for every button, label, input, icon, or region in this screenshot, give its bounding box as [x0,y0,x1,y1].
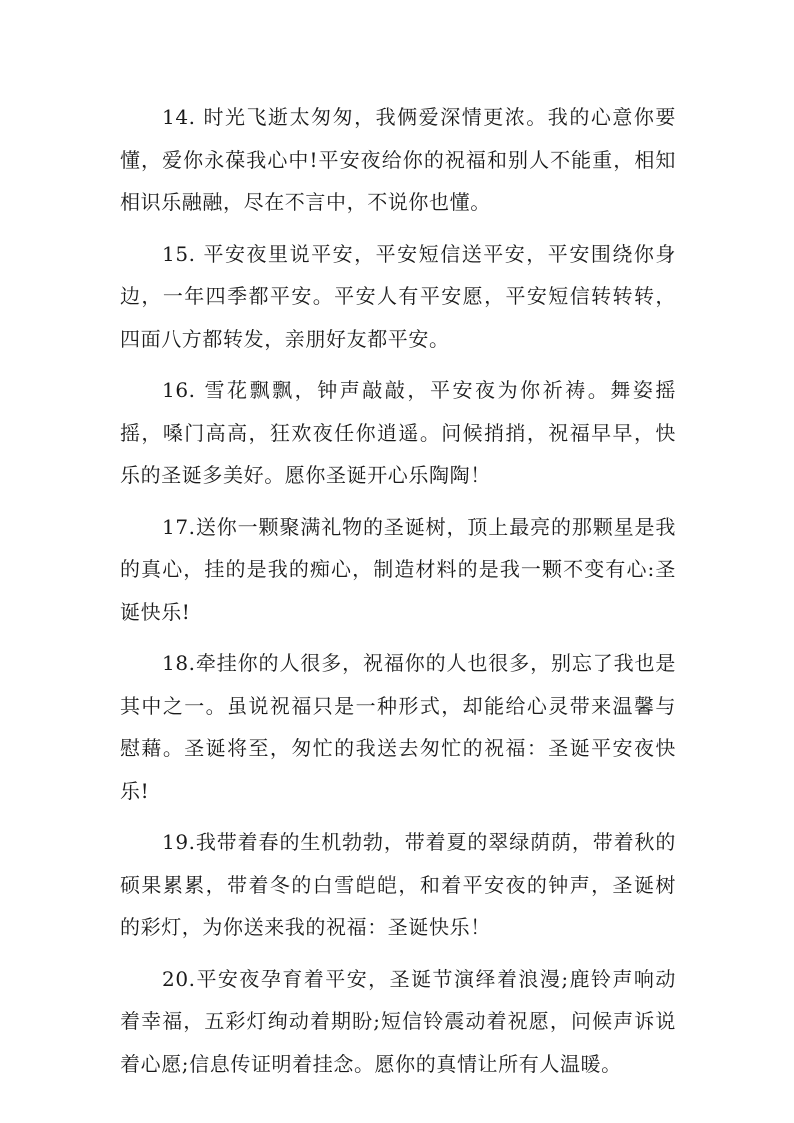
paragraph-18: 18.牵挂你的人很多，祝福你的人也很多，别忘了我也是其中之一。虽说祝福只是一种形式，却能给心灵带来温馨与慰藉。圣诞将至，匆忙的我送去匆忙的祝福：圣诞平安夜快乐! [120,651,676,803]
paragraph-15: 15. 平安夜里说平安，平安短信送平安，平安围绕你身边，一年四季都平安。平安人有平安愿，平安短信转转转，四面八方都转发，亲朋好友都平安。 [120,241,676,351]
paragraph-20: 20.平安夜孕育着平安，圣诞节演绎着浪漫;鹿铃声响动着幸福，五彩灯绚动着期盼;短信铃震动着祝愿，问候声诉说着心愿;信息传证明着挂念。愿你的真情让所有人温暖。 [120,966,676,1076]
paragraph-17: 17.送你一颗聚满礼物的圣诞树，顶上最亮的那颗星是我的真心，挂的是我的痴心，制造材料的是我一颗不变有心:圣诞快乐! [120,514,676,624]
paragraph-19: 19.我带着春的生机勃勃，带着夏的翠绿荫荫，带着秋的硕果累累，带着冬的白雪皑皑，和着平安夜的钟声，圣诞树的彩灯，为你送来我的祝福：圣诞快乐！ [120,830,676,939]
paragraph-14: 14. 时光飞逝太匆匆，我俩爱深情更浓。我的心意你要懂，爱你永葆我心中!平安夜给你的祝福和别人不能重，相知相识乐融融，尽在不言中，不说你也懂。 [120,105,676,214]
paragraph-16: 16. 雪花飘飘，钟声敲敲，平安夜为你祈祷。舞姿摇摇，嗓门高高，狂欢夜任你逍遥。问候捎捎，祝福早早，快乐的圣诞多美好。愿你圣诞开心乐陶陶！ [120,378,676,487]
document-body [120,96,676,1094]
